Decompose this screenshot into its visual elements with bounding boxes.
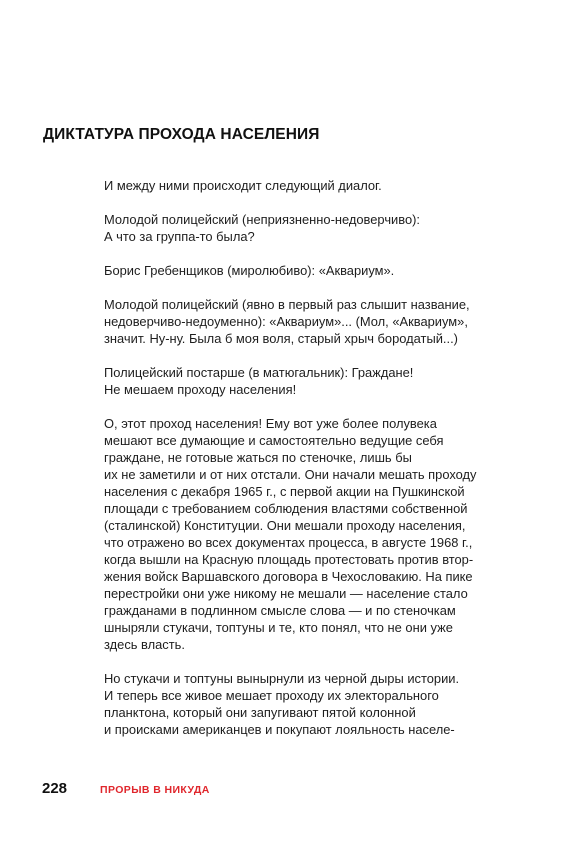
text-line: что отражено во всех документах процесса, в августе 1968 г.,: [104, 535, 473, 550]
text-line: и происками американцев и покупают лояльность населе-: [104, 722, 455, 737]
text-line: шныряли стукачи, топтуны и те, кто понял, что не они уже: [104, 620, 453, 635]
text-line: И между ними происходит следующий диалог.: [104, 178, 382, 193]
text-line: Молодой полицейский (неприязненно-недоверчиво):: [104, 212, 420, 227]
text-line: Полицейский постарше (в матюгальник): Граждане!: [104, 365, 414, 380]
page-number: 228: [42, 780, 68, 797]
text-line: граждане, не готовые жаться по стеночке, лишь бы: [104, 450, 412, 465]
text-line: Но стукачи и топтуны вынырнули из черной дыры истории.: [104, 671, 460, 686]
text-line: недоверчиво-недоуменно): «Аквариум»... (Мол, «Аквариум»,: [104, 314, 468, 329]
page-footer: [42, 780, 210, 797]
text-line: жения войск Варшавского договора в Чехословакию. На пике: [104, 569, 473, 584]
text-line: площади с требованием соблюдения властями собственной: [104, 501, 468, 516]
text-line: планктона, который они запугивают пятой колонной: [104, 705, 416, 720]
body-text: [104, 177, 496, 755]
paragraph: [104, 670, 496, 738]
text-line: когда вышли на Красную площадь протестовать против втор-: [104, 552, 474, 567]
paragraph: [104, 296, 496, 347]
text-line: (сталинской) Конституции. Они мешали проходу населения,: [104, 518, 466, 533]
running-title: ПРОРЫВ В НИКУДА: [100, 784, 210, 796]
text-line: Не мешаем проходу населения!: [104, 382, 297, 397]
text-line: гражданами в подлинном смысле слова — и по стеночкам: [104, 603, 456, 618]
text-line: Молодой полицейский (явно в первый раз слышит название,: [104, 297, 470, 312]
paragraph: [104, 415, 496, 653]
paragraph: [104, 211, 496, 245]
chapter-heading: ДИКТАТУРА ПРОХОДА НАСЕЛЕНИЯ: [43, 126, 320, 143]
paragraph: [104, 364, 496, 398]
text-line: мешают все думающие и самостоятельно ведущие себя: [104, 433, 444, 448]
text-line: населения с декабря 1965 г., с первой акции на Пушкинской: [104, 484, 465, 499]
paragraph: [104, 177, 496, 194]
text-line: О, этот проход населения! Ему вот уже более полувека: [104, 416, 437, 431]
text-line: значит. Ну-ну. Была б моя воля, старый хрыч бородатый...): [104, 331, 458, 346]
text-line: А что за группа-то была?: [104, 229, 255, 244]
paragraph: [104, 262, 496, 279]
text-line: И теперь все живое мешает проходу их электорального: [104, 688, 439, 703]
text-line: здесь власть.: [104, 637, 185, 652]
text-line: Борис Гребенщиков (миролюбиво): «Аквариум».: [104, 263, 395, 278]
text-line: их не заметили и от них отстали. Они начали мешать проходу: [104, 467, 477, 482]
text-line: перестройки они уже никому не мешали — население стало: [104, 586, 468, 601]
